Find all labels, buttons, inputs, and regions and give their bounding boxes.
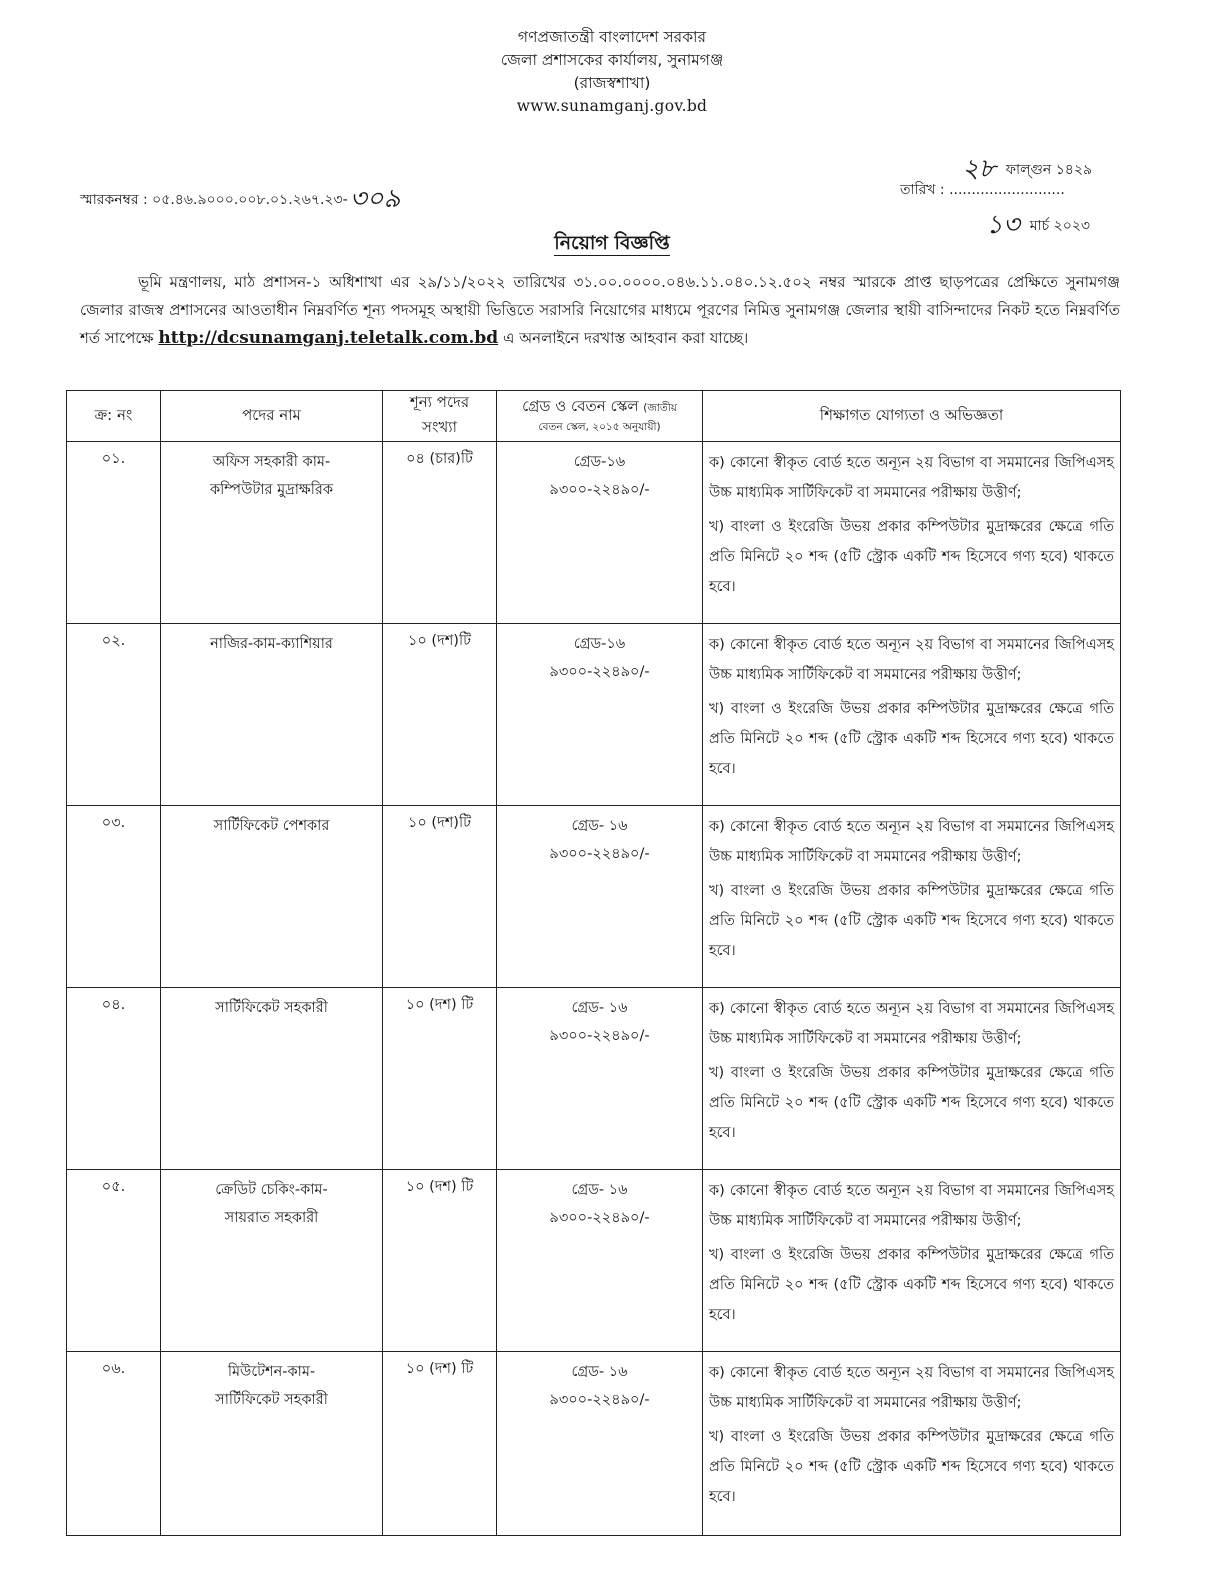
branch-name: (রাজস্বশাখা) (573, 74, 651, 92)
post-name-cell: সার্টিফিকেট পেশকার (161, 806, 383, 988)
serial-cell: ০১. (67, 442, 161, 624)
table-row (67, 624, 1121, 806)
grade-cell: গ্রেড- ১৬ ৯৩০০-২২৪৯০/- (497, 1352, 703, 1536)
vacancy-count-cell: ১০ (দশ)টি (383, 806, 497, 988)
table-row (67, 442, 1121, 624)
post-name-cell: সার্টিফিকেট সহকারী (161, 988, 383, 1170)
header-post-name: পদের নাম (161, 391, 383, 442)
vacancy-count-cell: ১০ (দশ) টি (383, 988, 497, 1170)
qualification-cell: ক) কোনো স্বীকৃত বোর্ড হতে অন্যূন ২য় বিভাগ বা সমমানের জিপিএসহ উচ্চ মাধ্যমিক সার্টিফিকেট বা সমমানের পরীক্ষায় উত্তীর্ণ; খ) বাংলা ও ইংরেজি উভয় প্রকার কম্পিউটার মুদ্রাক্ষরের ক্ষেত্রে গতি প্রতি মিনিটে ২০ শব্দ (৫টি স্ট্রোক একটি শব্দ হিসেবে গণ্য হবে) থাকতে হবে। (703, 1352, 1121, 1536)
grade-cell: গ্রেড- ১৬ ৯৩০০-২২৪৯০/- (497, 988, 703, 1170)
vacancy-table (66, 390, 1121, 1536)
intro-text: ভূমি মন্ত্রণালয়, মাঠ প্রশাসন-১ অধিশাখা এর ২৯/১১/২০২২ তারিখের ৩১.০০.০০০০.০৪৬.১১.০৪০.১২.৫০২ নম্বর স্মারকে প্রাপ্ত ছাড়পত্রের প্রেক্ষিতে সুনামগঞ্জ জেলার রাজস্ব প্রশাসনের আওতাধীন নিম্নবর্ণিত শূন্য পদসমূহ অস্থায়ী ভিত্তিতে সরাসরি নিয়োগের মাধ্যমে পূরণের নিমিত্ত সুনামগঞ্জ জেলার স্থায়ী বাসিন্দাদের নিকট হতে নিম্নবর্ণিত শর্ত সাপেক্ষে (80, 273, 1120, 347)
qualification-cell: ক) কোনো স্বীকৃত বোর্ড হতে অন্যূন ২য় বিভাগ বা সমমানের জিপিএসহ উচ্চ মাধ্যমিক সার্টিফিকেট বা সমমানের পরীক্ষায় উত্তীর্ণ; খ) বাংলা ও ইংরেজি উভয় প্রকার কম্পিউটার মুদ্রাক্ষরের ক্ষেত্রে গতি প্রতি মিনিটে ২০ শব্দ (৫টি স্ট্রোক একটি শব্দ হিসেবে গণ্য হবে) থাকতে হবে। (703, 806, 1121, 988)
intro-text-end: এ অনলাইনে দরখাস্ত আহবান করা যাচ্ছে। (502, 329, 749, 347)
serial-cell: ০৩. (67, 806, 161, 988)
office-name: জেলা প্রশাসকের কার্যালয়, সুনামগঞ্জ (500, 51, 724, 69)
table-row (67, 1352, 1121, 1536)
post-name-cell: মিউটেশন-কাম- সার্টিফিকেট সহকারী (161, 1352, 383, 1536)
serial-cell: ০৫. (67, 1170, 161, 1352)
post-name-cell: অফিস সহকারী কাম- কম্পিউটার মুদ্রাক্ষরিক (161, 442, 383, 624)
memo-handwritten-number: ৩০৯ (349, 184, 401, 214)
header-vacancy-count: শূন্য পদের সংখ্যা (383, 391, 497, 442)
qualification-cell: ক) কোনো স্বীকৃত বোর্ড হতে অন্যূন ২য় বিভাগ বা সমমানের জিপিএসহ উচ্চ মাধ্যমিক সার্টিফিকেট বা সমমানের পরীক্ষায় উত্তীর্ণ; খ) বাংলা ও ইংরেজি উভয় প্রকার কম্পিউটার মুদ্রাক্ষরের ক্ষেত্রে গতি প্রতি মিনিটে ২০ শব্দ (৫টি স্ট্রোক একটি শব্দ হিসেবে গণ্য হবে) থাকতে হবে। (703, 988, 1121, 1170)
serial-cell: ০২. (67, 624, 161, 806)
english-day-handwritten: ১৩ (986, 210, 1020, 240)
website-url: www.sunamganj.gov.bd (516, 97, 708, 115)
table-row (67, 1170, 1121, 1352)
qualification-cell: ক) কোনো স্বীকৃত বোর্ড হতে অন্যূন ২য় বিভাগ বা সমমানের জিপিএসহ উচ্চ মাধ্যমিক সার্টিফিকেট বা সমমানের পরীক্ষায় উত্তীর্ণ; খ) বাংলা ও ইংরেজি উভয় প্রকার কম্পিউটার মুদ্রাক্ষরের ক্ষেত্রে গতি প্রতি মিনিটে ২০ শব্দ (৫টি স্ট্রোক একটি শব্দ হিসেবে গণ্য হবে) থাকতে হবে। (703, 624, 1121, 806)
grade-cell: গ্রেড- ১৬ ৯৩০০-২২৪৯০/- (497, 806, 703, 988)
table-row (67, 988, 1121, 1170)
vacancy-count-cell: ১০ (দশ)টি (383, 624, 497, 806)
serial-cell: ০৬. (67, 1352, 161, 1536)
date-label: তারিখ : .......................... (900, 182, 1065, 198)
english-month: মার্চ ২০২৩ (1029, 218, 1091, 234)
serial-cell: ০৪. (67, 988, 161, 1170)
header-serial: ক্র: নং (67, 391, 161, 442)
post-name-cell: ক্রেডিট চেকিং-কাম- সায়রাত সহকারী (161, 1170, 383, 1352)
bangla-month: ফাল্গুন ১৪২৯ (1005, 162, 1093, 178)
letterhead (0, 26, 1224, 118)
header-qualification: শিক্ষাগত যোগ্যতা ও অভিজ্ঞতা (703, 391, 1121, 442)
notice-title: নিয়োগ বিজ্ঞপ্তি (554, 232, 670, 254)
table-row (67, 806, 1121, 988)
application-link[interactable]: http://dcsunamganj.teletalk.com.bd (158, 328, 499, 348)
intro-paragraph (80, 268, 1120, 352)
vacancy-count-cell: ০৪ (চার)টি (383, 442, 497, 624)
grade-cell: গ্রেড-১৬ ৯৩০০-২২৪৯০/- (497, 442, 703, 624)
grade-cell: গ্রেড- ১৬ ৯৩০০-২২৪৯০/- (497, 1170, 703, 1352)
vacancy-count-cell: ১০ (দশ) টি (383, 1170, 497, 1352)
vacancy-count-cell: ১০ (দশ) টি (383, 1352, 497, 1536)
qualification-cell: ক) কোনো স্বীকৃত বোর্ড হতে অন্যূন ২য় বিভাগ বা সমমানের জিপিএসহ উচ্চ মাধ্যমিক সার্টিফিকেট বা সমমানের পরীক্ষায় উত্তীর্ণ; খ) বাংলা ও ইংরেজি উভয় প্রকার কম্পিউটার মুদ্রাক্ষরের ক্ষেত্রে গতি প্রতি মিনিটে ২০ শব্দ (৫টি স্ট্রোক একটি শব্দ হিসেবে গণ্য হবে) থাকতে হবে। (703, 442, 1121, 624)
table-header-row (67, 391, 1121, 442)
header-grade-scale: গ্রেড ও বেতন স্কেল (জাতীয় বেতন স্কেল, ২০১৫ অনুযায়ী) (497, 391, 703, 442)
post-name-cell: নাজির-কাম-ক্যাশিয়ার (161, 624, 383, 806)
bangla-day-handwritten: ২৮ (962, 154, 996, 184)
government-name: গণপ্রজাতন্ত্রী বাংলাদেশ সরকার (517, 28, 707, 46)
qualification-cell: ক) কোনো স্বীকৃত বোর্ড হতে অন্যূন ২য় বিভাগ বা সমমানের জিপিএসহ উচ্চ মাধ্যমিক সার্টিফিকেট বা সমমানের পরীক্ষায় উত্তীর্ণ; খ) বাংলা ও ইংরেজি উভয় প্রকার কম্পিউটার মুদ্রাক্ষরের ক্ষেত্রে গতি প্রতি মিনিটে ২০ শব্দ (৫টি স্ট্রোক একটি শব্দ হিসেবে গণ্য হবে) থাকতে হবে। (703, 1170, 1121, 1352)
memo-label: স্মারকনম্বর : ০৫.৪৬.৯০০০.০০৮.০১.২৬৭.২৩- (80, 192, 348, 208)
memo-number (80, 178, 400, 222)
grade-cell: গ্রেড-১৬ ৯৩০০-২২৪৯০/- (497, 624, 703, 806)
